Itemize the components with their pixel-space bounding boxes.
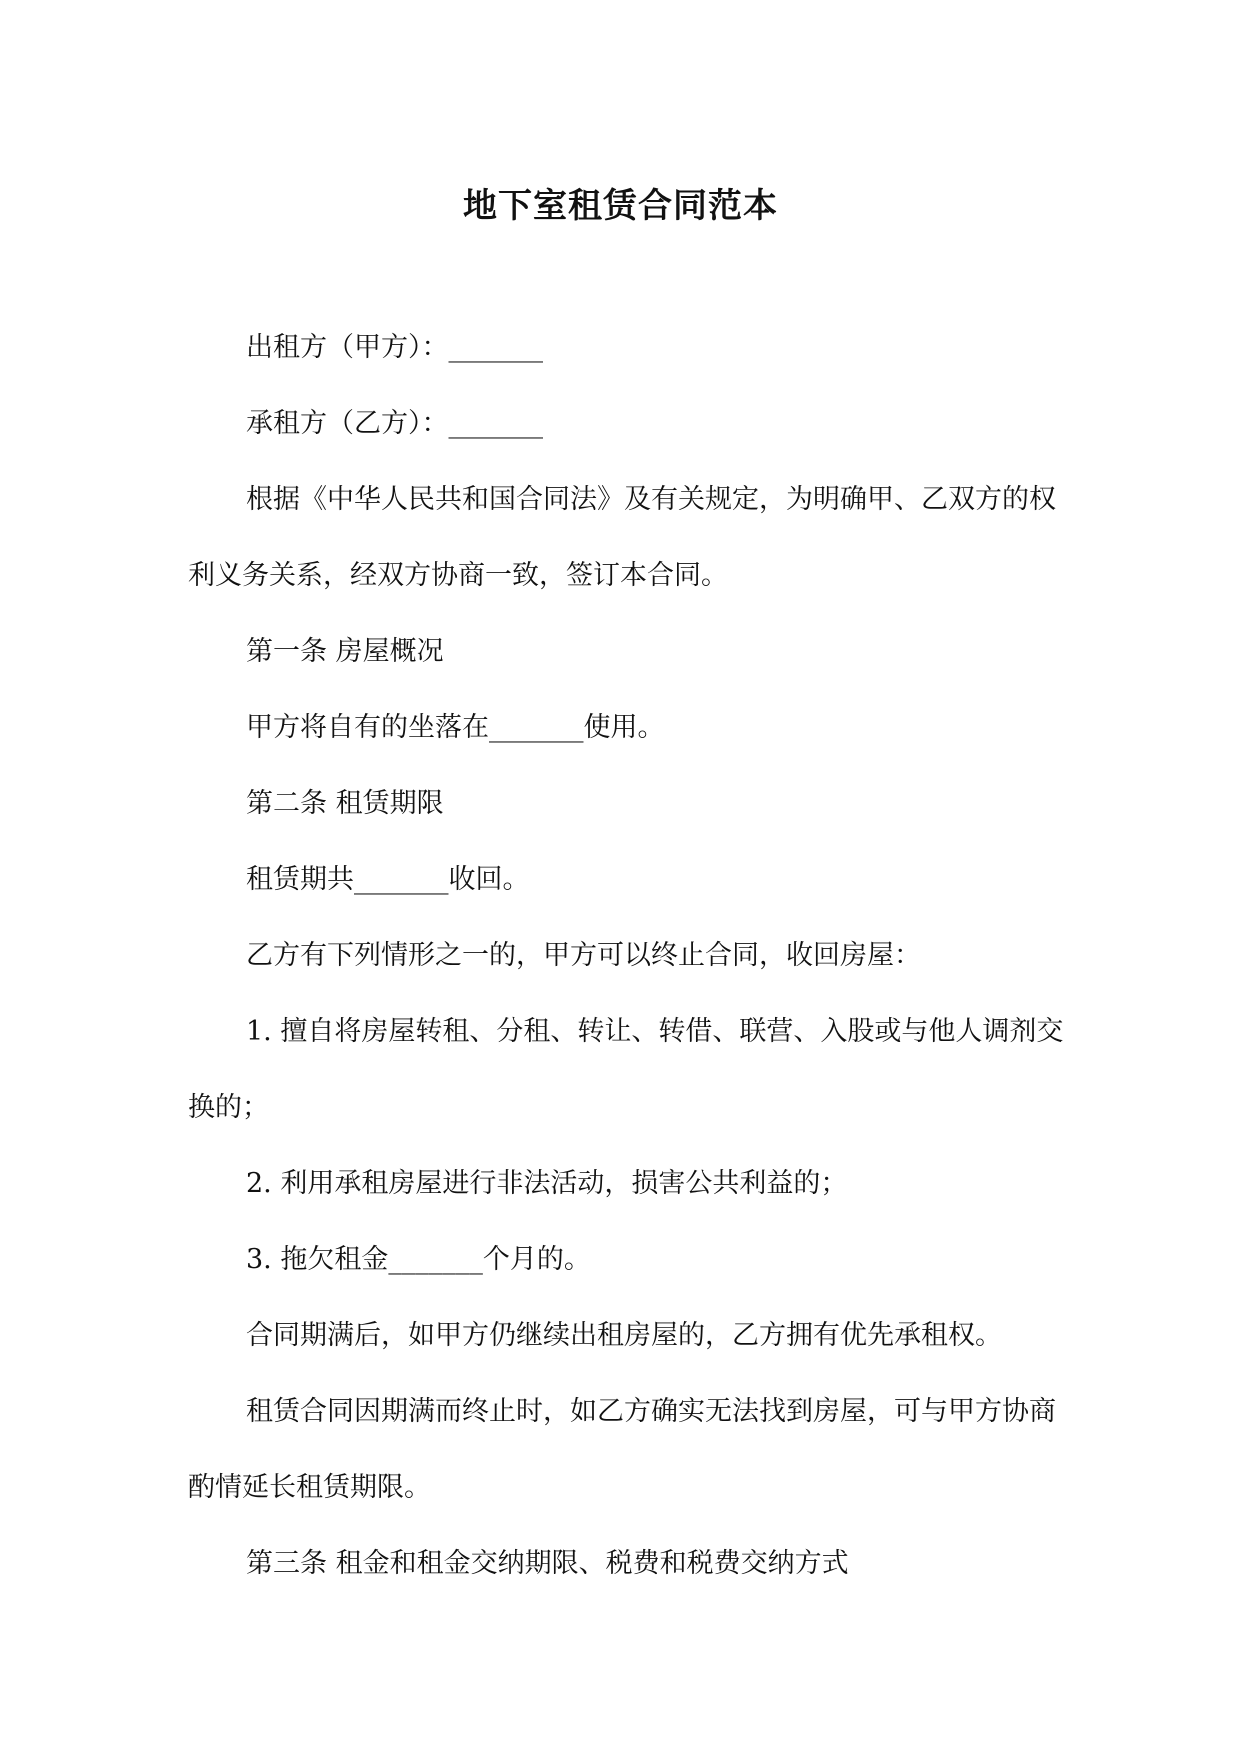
document-title: 地下室租赁合同范本 xyxy=(463,186,778,226)
lessor-line: 出租方（甲方）：_______ xyxy=(246,332,543,363)
termination-item-3: 3. 拖欠租金_______个月的。 xyxy=(246,1244,591,1275)
preamble-paragraph: 根据《中华人民共和国合同法》及有关规定，为明确甲、乙双方的权利义务关系，经双方协商一致，签订本合同。 xyxy=(188,484,1056,591)
document-body xyxy=(188,310,1064,1602)
renewal-priority-paragraph: 合同期满后，如甲方仍继续出租房屋的，乙方拥有优先承租权。 xyxy=(246,1320,1002,1351)
lessee-line: 承租方（乙方）：_______ xyxy=(246,408,543,439)
article-2-text: 租赁期共_______收回。 xyxy=(246,864,530,895)
extension-paragraph: 租赁合同因期满而终止时，如乙方确实无法找到房屋，可与甲方协商酌情延长租赁期限。 xyxy=(188,1396,1056,1503)
article-2-heading: 第二条 租赁期限 xyxy=(246,788,444,819)
termination-intro: 乙方有下列情形之一的，甲方可以终止合同，收回房屋： xyxy=(246,940,921,971)
article-3-heading: 第三条 租金和租金交纳期限、税费和税费交纳方式 xyxy=(246,1548,849,1579)
article-1-heading: 第一条 房屋概况 xyxy=(246,636,444,667)
termination-item-2: 2. 利用承租房屋进行非法活动，损害公共利益的； xyxy=(246,1168,848,1199)
article-1-text: 甲方将自有的坐落在_______使用。 xyxy=(246,712,665,743)
termination-item-1: 1. 擅自将房屋转租、分租、转让、转借、联营、入股或与他人调剂交换的； xyxy=(188,1016,1064,1123)
